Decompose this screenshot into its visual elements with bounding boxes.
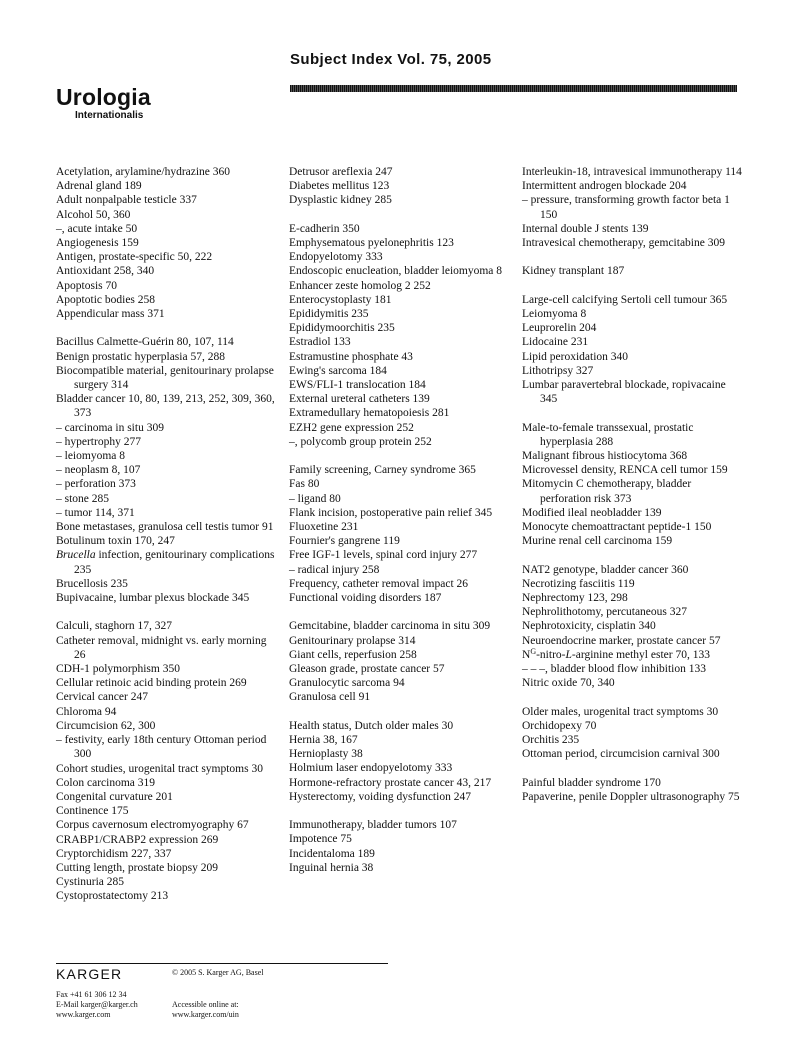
index-entry: Ewing's sarcoma 184 (289, 364, 387, 377)
index-entry: Diabetes mellitus 123 (289, 180, 390, 193)
index-entry: Granulocytic sarcoma 94 (289, 677, 405, 690)
index-entry: Fluoxetine 231 (289, 521, 359, 534)
index-entry: Antigen, prostate-specific 50, 222 (56, 251, 213, 264)
index-column-3 (522, 165, 742, 804)
index-column-1 (56, 165, 276, 904)
index-entry: Emphysematous pyelonephritis 123 (289, 237, 454, 249)
journal-url-link[interactable]: www.karger.com/uin (172, 1010, 239, 1019)
index-entry: $N^G-nitro-L$-arginine methyl ester 70, 133 (522, 646, 710, 661)
index-entry: Older males, urogenital tract symptoms 30 (522, 705, 719, 718)
index-entry: Nephrotoxicity, cisplatin 340 (522, 620, 656, 633)
index-entry: Biocompatible material, genitourinary prolapse surgery 314 (56, 364, 274, 392)
index-entry: Bupivacaine, lumbar plexus blockade 345 (56, 592, 250, 605)
index-entry: Giant cells, reperfusion 258 (289, 648, 417, 661)
index-entry: Congenital curvature 201 (56, 790, 173, 803)
index-entry: Granulosa cell 91 (289, 691, 371, 704)
section-gap (289, 208, 511, 222)
index-entry: Epididymoorchitis 235 (289, 322, 395, 335)
index-entry: Bone metastases, granulosa cell testis tumor 91 (56, 521, 274, 534)
index-entry: – tumor 114, 371 (56, 506, 135, 519)
index-entry: Immunotherapy, bladder tumors 107 (289, 819, 457, 832)
index-entry: Impotence 75 (289, 833, 352, 846)
index-entry: Monocyte chemoattractant peptide-1 150 (522, 521, 712, 534)
index-entry: – pressure, transforming growth factor beta 1 150 (522, 194, 730, 221)
index-entry: Necrotizing fasciitis 119 (522, 577, 635, 590)
index-entry: Leuprorelin 204 (522, 322, 597, 335)
index-entry: Epididymitis 235 (289, 308, 369, 321)
section-gap (522, 250, 742, 264)
index-entry: Hormone-refractory prostate cancer 43, 217 (289, 776, 492, 789)
section-gap (289, 804, 511, 818)
index-entry: Bladder cancer 10, 80, 139, 213, 252, 309, 360, 373 (56, 393, 275, 420)
index-entry: Genitourinary prolapse 314 (289, 634, 416, 647)
index-entry: Nephrectomy 123, 298 (522, 592, 628, 605)
index-entry: – – –, bladder blood flow inhibition 133 (522, 663, 706, 676)
section-gap (56, 605, 276, 619)
index-entry: Murine renal cell carcinoma 159 (522, 535, 673, 548)
index-entry: Flank incision, postoperative pain relief 345 (289, 506, 493, 519)
index-entry: Family screening, Carney syndrome 365 (289, 464, 476, 477)
index-entry: Kidney transplant 187 (522, 265, 625, 278)
index-entry: Estramustine phosphate 43 (289, 350, 413, 363)
index-entry: Benign prostatic hyperplasia 57, 288 (56, 350, 225, 363)
email-link[interactable]: E-Mail karger@karger.ch (56, 1000, 138, 1009)
header-rule-bar (290, 85, 737, 92)
index-entry: Brucellosis 235 (56, 577, 128, 590)
index-entry: Male-to-female transsexual, prostatic hyperplasia 288 (522, 421, 694, 448)
journal-subtitle: Internationalis (75, 110, 144, 121)
section-gap (522, 279, 742, 293)
index-entry: Endopyelotomy 333 (289, 251, 383, 264)
index-entry: Gemcitabine, bladder carcinoma in situ 309 (289, 620, 491, 633)
index-entry: Angiogenesis 159 (56, 237, 139, 250)
index-entry: Corpus cavernosum electromyography 67 (56, 819, 249, 832)
index-entry: External ureteral catheters 139 (289, 393, 430, 406)
section-gap (289, 449, 511, 463)
index-entry: Lipid peroxidation 340 (522, 350, 629, 363)
index-entry: – carcinoma in situ 309 (56, 421, 164, 434)
index-entry: Cystoprostatectomy 213 (56, 890, 169, 903)
index-entry: Cystinuria 285 (56, 876, 125, 889)
index-entry: E-cadherin 350 (289, 222, 360, 235)
index-entry: Continence 175 (56, 805, 129, 818)
index-entry: CRABP1/CRABP2 expression 269 (56, 833, 219, 846)
index-entry: Holmium laser endopyelotomy 333 (289, 762, 453, 775)
index-entry: Alcohol 50, 360 (56, 208, 131, 221)
index-entry: Health status, Dutch older males 30 (289, 719, 454, 732)
index-entry: Cohort studies, urogenital tract symptoms 30 (56, 762, 263, 775)
index-entry: Hysterectomy, voiding dysfunction 247 (289, 790, 471, 803)
index-entry: Cellular retinoic acid binding protein 269 (56, 677, 247, 690)
index-entry: Brucella infection, genitourinary complications 235 (56, 549, 275, 576)
index-entry: EWS/FLI-1 translocation 184 (289, 379, 426, 392)
index-entry: Fournier's gangrene 119 (289, 535, 400, 548)
footer-rule (56, 963, 388, 964)
section-gap (289, 605, 511, 619)
index-entry: Gleason grade, prostate cancer 57 (289, 663, 445, 676)
index-entry: – radical injury 258 (289, 563, 380, 576)
index-entry: –, acute intake 50 (56, 222, 138, 235)
index-entry: Bacillus Calmette-Guérin 80, 107, 114 (56, 336, 234, 349)
index-entry: Painful bladder syndrome 170 (522, 776, 661, 789)
index-entry: – festivity, early 18th century Ottoman period 300 (56, 734, 267, 761)
index-entry: Nitric oxide 70, 340 (522, 677, 615, 690)
index-entry: Dysplastic kidney 285 (289, 194, 392, 207)
index-entry: Incidentaloma 189 (289, 847, 375, 860)
index-entry: Free IGF-1 levels, spinal cord injury 277 (289, 549, 478, 562)
index-entry: Papaverine, penile Doppler ultrasonography 75 (522, 790, 740, 803)
index-entry: – hypertrophy 277 (56, 435, 141, 448)
index-entry: Enhancer zeste homolog 2 252 (289, 279, 431, 292)
index-entry: Malignant fibrous histiocytoma 368 (522, 450, 688, 463)
index-entry: Adrenal gland 189 (56, 180, 142, 193)
index-entry: Cervical cancer 247 (56, 691, 148, 704)
accessible-online-label: Accessible online at: (172, 1000, 239, 1009)
index-entry: Nephrolithotomy, percutaneous 327 (522, 606, 688, 619)
index-entry: Calculi, staghorn 17, 327 (56, 620, 172, 633)
index-entry: Extramedullary hematopoiesis 281 (289, 407, 450, 420)
index-entry: – neoplasm 8, 107 (56, 464, 141, 477)
index-entry: Ottoman period, circumcision carnival 300 (522, 748, 720, 761)
index-entry: Intravesical chemotherapy, gemcitabine 309 (522, 237, 725, 250)
index-entry: Chloroma 94 (56, 705, 117, 718)
index-entry: Colon carcinoma 319 (56, 776, 156, 789)
index-entry: Intermittent androgen blockade 204 (522, 180, 687, 193)
index-entry: Cryptorchidism 227, 337 (56, 847, 172, 860)
page-title: Subject Index Vol. 75, 2005 (290, 51, 492, 68)
index-entry: Inguinal hernia 38 (289, 861, 374, 874)
website-link[interactable]: www.karger.com (56, 1010, 111, 1019)
index-entry: Adult nonpalpable testicle 337 (56, 194, 197, 207)
index-entry: – stone 285 (56, 492, 110, 505)
index-entry: Interleukin-18, intravesical immunotherapy 114 (522, 166, 742, 178)
index-entry: Hernia 38, 167 (289, 734, 358, 747)
index-entry: CDH-1 polymorphism 350 (56, 663, 180, 676)
index-entry: Estradiol 133 (289, 336, 351, 349)
index-entry: Lithotripsy 327 (522, 364, 594, 377)
section-gap (522, 690, 742, 704)
index-entry: Mitomycin C chemotherapy, bladder perforation risk 373 (522, 478, 692, 505)
index-entry: Antioxidant 258, 340 (56, 265, 155, 278)
index-entry: EZH2 gene expression 252 (289, 421, 414, 434)
index-entry: Appendicular mass 371 (56, 308, 165, 321)
index-entry: Modified ileal neobladder 139 (522, 506, 662, 519)
index-entry: Circumcision 62, 300 (56, 719, 156, 732)
index-entry: Functional voiding disorders 187 (289, 592, 442, 605)
index-column-2 (289, 165, 511, 875)
index-entry: Lumbar paravertebral blockade, ropivacaine 345 (522, 379, 726, 406)
index-entry: Microvessel density, RENCA cell tumor 159 (522, 464, 728, 477)
section-gap (522, 406, 742, 420)
index-entry: Detrusor areflexia 247 (289, 166, 393, 178)
copyright-text: © 2005 S. Karger AG, Basel (172, 968, 264, 977)
index-entry: Endoscopic enucleation, bladder leiomyoma 8 (289, 265, 503, 278)
index-entry: Lidocaine 231 (522, 336, 589, 349)
section-gap (522, 761, 742, 775)
index-entry: – leiomyoma 8 (56, 450, 125, 463)
section-gap (289, 705, 511, 719)
journal-name: Urologia (56, 84, 151, 110)
fax-number: Fax +41 61 306 12 34 (56, 990, 127, 999)
index-entry: Hernioplasty 38 (289, 748, 363, 761)
index-entry: Fas 80 (289, 478, 320, 491)
index-entry: Enterocystoplasty 181 (289, 293, 392, 306)
index-entry: Apoptotic bodies 258 (56, 293, 156, 306)
index-entry: Frequency, catheter removal impact 26 (289, 577, 469, 590)
index-entry: Catheter removal, midnight vs. early morning 26 (56, 634, 267, 661)
index-entry: Orchitis 235 (522, 734, 580, 747)
index-entry: Acetylation, arylamine/hydrazine 360 (56, 166, 231, 178)
index-entry: Apoptosis 70 (56, 279, 118, 292)
index-entry: Cutting length, prostate biopsy 209 (56, 861, 218, 874)
index-entry: Neuroendocrine marker, prostate cancer 57 (522, 634, 721, 647)
index-entry: –, polycomb group protein 252 (289, 435, 432, 448)
index-entry: Botulinum toxin 170, 247 (56, 535, 175, 548)
index-entry: Leiomyoma 8 (522, 308, 587, 320)
section-gap (56, 321, 276, 335)
index-entry: NAT2 genotype, bladder cancer 360 (522, 563, 689, 576)
karger-logo: KARGER (56, 966, 123, 982)
index-entry: – perforation 373 (56, 478, 136, 491)
index-entry: Internal double J stents 139 (522, 222, 649, 235)
index-entry: Large-cell calcifying Sertoli cell tumour 365 (522, 293, 728, 306)
index-entry: – ligand 80 (289, 492, 341, 505)
section-gap (522, 548, 742, 562)
index-entry: Orchidopexy 70 (522, 719, 597, 732)
